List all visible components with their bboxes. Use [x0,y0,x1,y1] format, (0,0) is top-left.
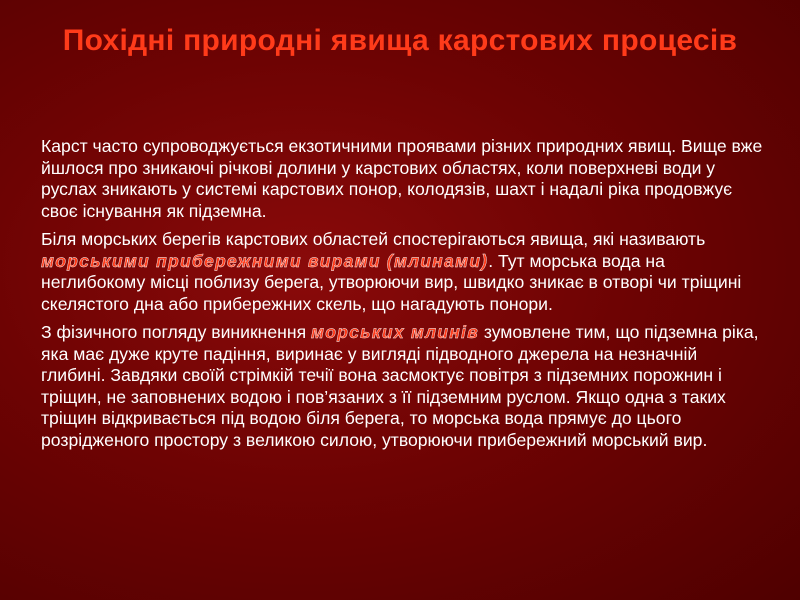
slide-body [41,136,763,458]
paragraph-2-text-after: . Тут морська вода на неглибокому місці поблизу берега, утворюючи вир, швидко зникає в отворі чи тріщині скелястого дна або прибережних скель, що нагадують понори. [41,250,742,314]
paragraph-2 [41,229,763,315]
paragraph-3 [41,322,763,451]
paragraph-1: Карст часто супроводжується екзотичними проявами різних природних явищ. Вище вже йшлося про зникаючі річкові долини у карстових областях, коли поверхневі води у руслах зникають у системі карстових понор, колодязів, шахт і надалі ріка продовжує своє існування як підземна. [41,136,763,221]
paragraph-3-text-after: зумовлене тим, що підземна ріка, яка має дуже круте падіння, виринає у вигляді підводного джерела на незначній глибині. Завдяки своїй стрімкій течії вона засмоктує повітря з підземних порожнин і тріщин, не заповнених водою і пов’язаних з її підземним руслом. Якщо одна з таких тріщин відкривається під водою біля берега, то морська вода прямує до цього розрідженого простору з великою силою, утворюючи прибережний морський вир. [41,322,759,450]
highlight-sea-whirlpools: морськими прибережними вирами (млинами) [41,250,489,271]
paragraph-2-text-before: Біля морських берегів карстових областей спостерігаються явища, які називають [41,229,706,249]
slide-title: Похідні природні явища карстових процесів [62,24,738,57]
paragraph-3-text-before: З фізичного погляду виникнення [41,322,312,342]
highlight-sea-mills: морських млинів [311,322,479,342]
